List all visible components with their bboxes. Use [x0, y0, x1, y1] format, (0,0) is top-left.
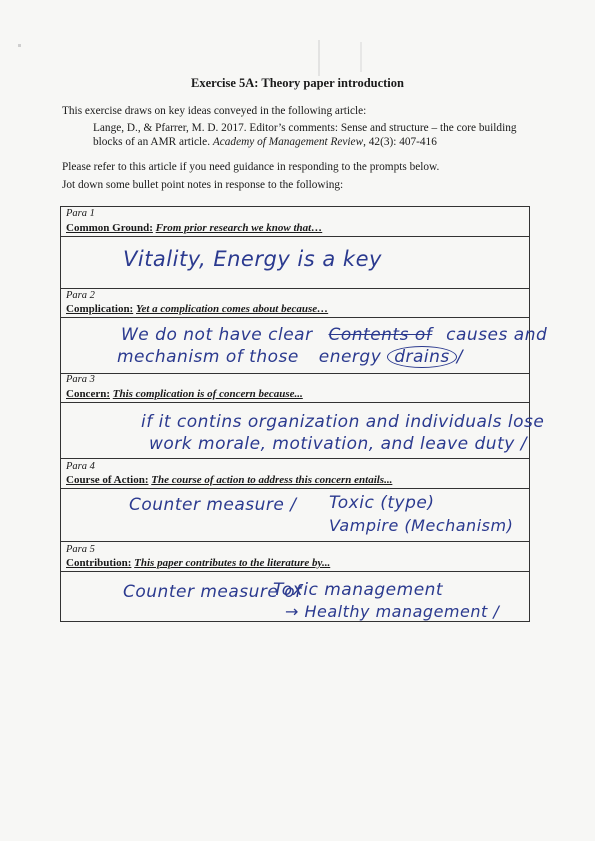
handwritten-answer: Toxic (type) [329, 493, 435, 513]
scan-artifact [318, 40, 320, 76]
para-label: Para 5 [66, 544, 95, 555]
scan-artifact [18, 44, 21, 47]
struck-word: Contents of [328, 325, 433, 345]
citation-journal: Academy of Management Review [212, 135, 364, 148]
intro-line-1: This exercise draws on key ideas conveyed in the following article: [62, 105, 367, 117]
para-label: Para 4 [66, 461, 95, 472]
intro-line-3: Jot down some bullet point notes in response to the following: [62, 179, 344, 191]
section-para-5 [61, 542, 529, 622]
circled-word: drains [387, 346, 457, 368]
handwritten-answer: Toxic management [273, 580, 444, 600]
section-para-2 [61, 289, 548, 374]
handwritten-answer: Counter measure of [123, 582, 302, 602]
prompt-label: Concern: [66, 388, 110, 400]
handwritten-answer: Vampire (Mechanism) [329, 516, 514, 535]
handwritten-answer: work morale, motivation, and leave duty / [149, 434, 527, 454]
section-prompt [61, 221, 529, 237]
handwritten-answer: causes and [446, 325, 548, 345]
handwritten-answer: → Healthy management / [285, 602, 500, 621]
intro-line-2: Please refer to this article if you need guidance in responding to the prompts below. [62, 161, 440, 173]
handwritten-line [117, 347, 463, 367]
prompt-text: This complication is of concern because... [112, 388, 303, 400]
prompt-label: Contribution: [66, 557, 132, 569]
prompt-text: The course of action to address this concern entails... [151, 474, 393, 486]
prompt-text: Yet a complication comes about because… [135, 303, 329, 315]
citation-tail: , 42(3): 407-416 [363, 135, 437, 148]
para-label: Para 3 [66, 374, 95, 385]
prompt-text: From prior research we know that… [155, 222, 323, 234]
section-para-4 [61, 459, 529, 542]
section-para-3 [61, 374, 545, 459]
handwritten-answer: Vitality, Energy is a key [123, 247, 382, 271]
handwritten-answer: energy [318, 347, 382, 367]
prompt-label: Complication: [66, 303, 134, 315]
section-prompt [61, 556, 529, 572]
section-para-1 [61, 207, 529, 289]
response-form [60, 206, 548, 622]
para-label: Para 2 [66, 290, 95, 301]
scan-artifact [360, 42, 362, 72]
prompt-label: Common Ground: [66, 222, 153, 234]
section-prompt [61, 387, 529, 403]
handwritten-answer: We do not have clear [121, 325, 313, 345]
section-prompt [61, 302, 529, 318]
para-label: Para 1 [66, 208, 95, 219]
handwritten-slash: / [456, 347, 463, 367]
handwritten-line [121, 325, 547, 345]
handwritten-answer: if it contins organization and individuals lose [141, 412, 545, 432]
handwritten-answer: mechanism of those [117, 347, 299, 367]
section-prompt [61, 473, 529, 489]
prompt-text: This paper contributes to the literature by... [134, 557, 331, 569]
citation-text: Lange, D., & Pfarrer, M. D. 2017. Editor’s comments: Sense and structure – the core building blocks of an AMR article. [93, 122, 517, 148]
prompt-label: Course of Action: [66, 474, 149, 486]
exercise-title: Exercise 5A: Theory paper introduction [191, 76, 404, 90]
handwritten-answer: Counter measure / [129, 495, 297, 515]
article-citation [93, 122, 533, 149]
